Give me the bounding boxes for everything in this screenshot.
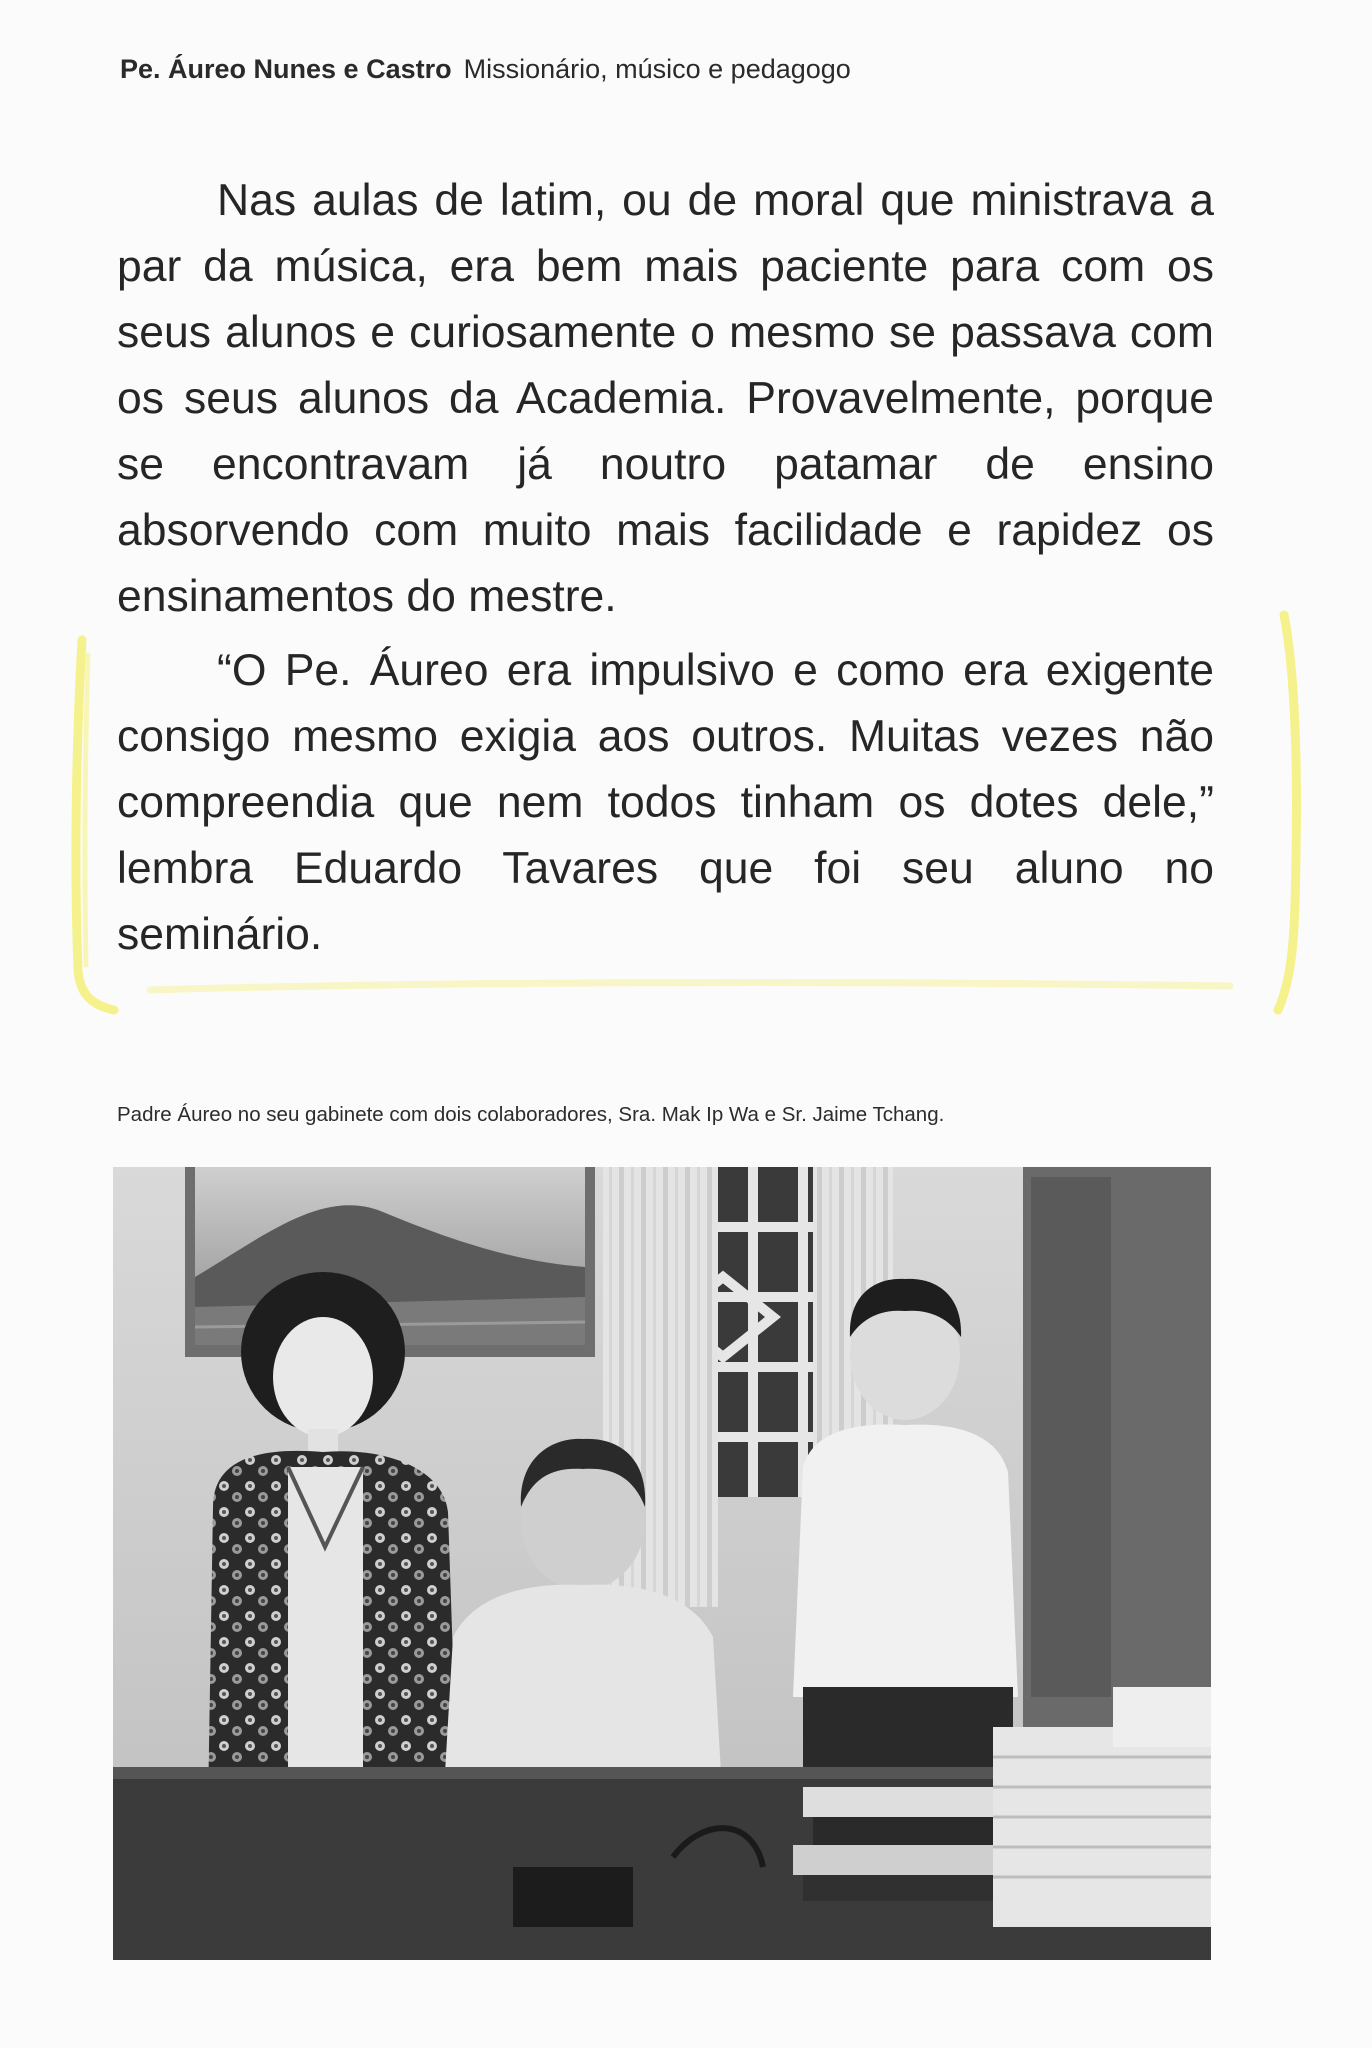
running-head xyxy=(120,54,851,85)
body-paragraph-2 xyxy=(117,638,1214,968)
paragraph-text: Nas aulas de latim, ou de moral que ministrava a par da música, era bem mais paciente para com os seus alunos e curiosamente o mesmo se passava com os seus alunos da Academia. Provavelmente, porque se encontravam já noutro patamar de ensino absorvendo com muito mais facilidade e rapidez os ensinamentos do mestre. xyxy=(117,176,1214,621)
running-head-subtitle: Missionário, músico e pedagogo xyxy=(463,54,851,84)
running-head-author: Pe. Áureo Nunes e Castro xyxy=(120,54,452,84)
paragraph-text: “O Pe. Áureo era impulsivo e como era exigente consigo mesmo exigia aos outros. Muitas vezes não compreendia que nem todos tinham os dotes dele,” lembra Eduardo Tavares que foi seu aluno no seminário. xyxy=(117,646,1214,959)
body-paragraph-1 xyxy=(117,168,1214,630)
photo-caption: Padre Áureo no seu gabinete com dois colaboradores, Sra. Mak Ip Wa e Sr. Jaime Tchang. xyxy=(117,1103,945,1126)
highlighter-bracket-right xyxy=(1250,605,1330,1025)
office-photo xyxy=(113,1167,1211,1960)
